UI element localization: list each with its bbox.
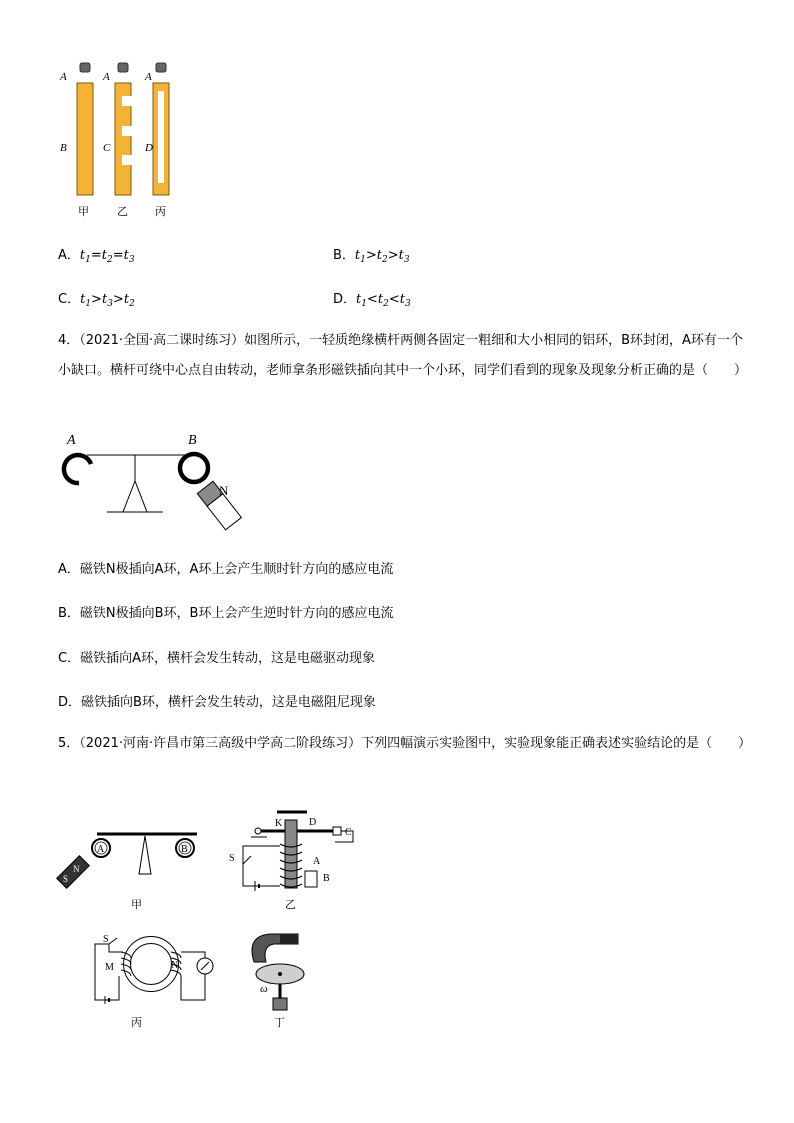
pivot-left	[123, 481, 135, 512]
ding-disc-center	[278, 972, 282, 976]
var-t: t	[398, 248, 404, 263]
ring-A	[64, 455, 91, 483]
tube-bing-slit	[158, 91, 164, 183]
label-B: B	[60, 142, 67, 154]
caption-yi: 乙	[117, 206, 128, 218]
var-t: t	[79, 248, 86, 263]
label-C: C	[103, 142, 111, 154]
var-t: t	[101, 292, 108, 307]
q4-option-c: C．磁铁插向A环，横杆会发生转动，这是电磁驱动现象	[58, 651, 375, 666]
magnet-label-N: N	[219, 483, 229, 498]
option-letter: C．	[58, 292, 81, 307]
jia-label-A: A	[97, 844, 105, 855]
yi-box-B	[305, 871, 317, 887]
label-A-2: A	[103, 71, 110, 83]
yi-pivot	[255, 828, 261, 834]
var-t: t	[123, 292, 130, 307]
ding-magnet-pole	[280, 934, 298, 944]
operator: >	[387, 248, 399, 263]
q5-stem: 5．（2021·河南·许昌市第三高级中学高二阶段练习）下列四幅演示实验图中，实验现象能正确表述实验结论的是（ ）	[58, 736, 752, 751]
label-A-1: A	[60, 71, 67, 83]
q4-option-d: D．磁铁插向B环，横杆会发生转动，这是电磁阻尼现象	[58, 695, 376, 710]
var-t: t	[399, 292, 405, 307]
tubes-figure	[55, 58, 185, 223]
tube-jia	[77, 83, 93, 195]
yi-label-D: D	[309, 817, 317, 828]
jia-magnet-S: S	[63, 874, 69, 884]
q3-option-a	[58, 244, 135, 265]
subscript: 1	[360, 255, 366, 265]
var-t: t	[354, 248, 361, 263]
magnet-cap-1	[80, 63, 90, 72]
tube-yi-slot-3	[122, 155, 132, 165]
label-A-3: A	[145, 71, 152, 83]
jia-label-B: B	[181, 844, 188, 855]
operator: >	[365, 248, 377, 263]
yi-switch-S	[243, 856, 251, 864]
ding-omega: ω	[260, 983, 268, 995]
fig-ding	[240, 926, 320, 1034]
q3-option-c	[58, 288, 135, 309]
subscript: 2	[107, 255, 113, 265]
q4-stem: 4．（2021·全国·高二课时练习）如图所示，一轻质绝缘横杆两侧各固定一粗细和大小相同的铝环，B环封闭，A环有一个小缺口。横杆可绕中心点自由转动，老师拿条形磁铁插向其中一个小环，同学们看到的现象及现象分析正确的是（ ）	[58, 333, 748, 378]
magnet-cap-2	[118, 63, 128, 72]
operator: >	[91, 292, 102, 307]
subscript: 3	[405, 299, 411, 309]
yi-label-S: S	[229, 853, 235, 864]
subscript: 1	[361, 299, 367, 309]
subscript: 2	[129, 299, 135, 309]
yi-label-C: C	[345, 827, 352, 838]
operator: =	[90, 248, 102, 263]
option-letter: D．	[333, 292, 357, 307]
label-D: D	[145, 142, 153, 154]
subscript: 3	[128, 255, 135, 265]
caption-jia: 甲	[78, 206, 89, 218]
subscript: 3	[107, 299, 113, 309]
q3-option-b	[333, 244, 410, 265]
ding-caption: 丁	[274, 1017, 285, 1029]
ring-label-B: B	[188, 433, 197, 448]
bing-label-N: N	[171, 960, 179, 971]
ring-label-A: A	[67, 433, 76, 448]
subscript: 2	[383, 299, 389, 309]
jia-magnet-N: N	[73, 864, 80, 874]
var-t: t	[123, 248, 129, 263]
yi-caption: 乙	[285, 899, 296, 911]
yi-label-B: B	[323, 873, 330, 884]
subscript: 3	[403, 255, 410, 265]
ring-B	[180, 454, 208, 482]
ding-base	[273, 998, 287, 1010]
subscript: 1	[85, 299, 92, 309]
operator: >	[112, 292, 124, 307]
bing-label-S: S	[103, 934, 109, 945]
var-t: t	[101, 248, 108, 263]
bing-iron-ring-inner	[127, 940, 175, 988]
tube-yi-slot-1	[122, 96, 132, 106]
operator: <	[388, 292, 400, 307]
bing-switch-S	[109, 938, 117, 944]
fig-bing	[85, 930, 225, 1030]
option-letter: A．	[58, 248, 80, 263]
subscript: 1	[85, 255, 91, 265]
jia-pivot	[139, 836, 151, 874]
yi-contact-C	[333, 827, 341, 835]
yi-circuit	[243, 846, 280, 886]
q4-option-a: A．磁铁N极插向A环，A环上会产生顺时针方向的感应电流	[58, 562, 394, 577]
rings-lever-figure	[55, 428, 255, 538]
tube-yi-slot-2	[122, 126, 132, 136]
var-t: t	[80, 292, 86, 307]
yi-label-K: K	[275, 818, 283, 829]
caption-bing: 丙	[155, 206, 166, 218]
q3-option-d	[333, 288, 411, 309]
option-letter: B．	[333, 248, 355, 263]
var-t: t	[377, 292, 384, 307]
var-t: t	[356, 292, 362, 307]
operator: <	[366, 292, 378, 307]
yi-label-A: A	[313, 856, 321, 867]
q4-option-b: B．磁铁N极插向B环，B环上会产生逆时针方向的感应电流	[58, 606, 394, 621]
bing-caption: 丙	[131, 1017, 142, 1029]
fig-jia	[55, 826, 215, 916]
pivot-right	[135, 481, 147, 512]
var-t: t	[376, 248, 383, 263]
fig-yi	[225, 806, 365, 914]
magnet-cap-3	[156, 63, 166, 72]
jia-caption: 甲	[131, 899, 142, 911]
operator: =	[112, 248, 124, 263]
subscript: 2	[382, 255, 388, 265]
bing-label-M: M	[105, 962, 114, 973]
